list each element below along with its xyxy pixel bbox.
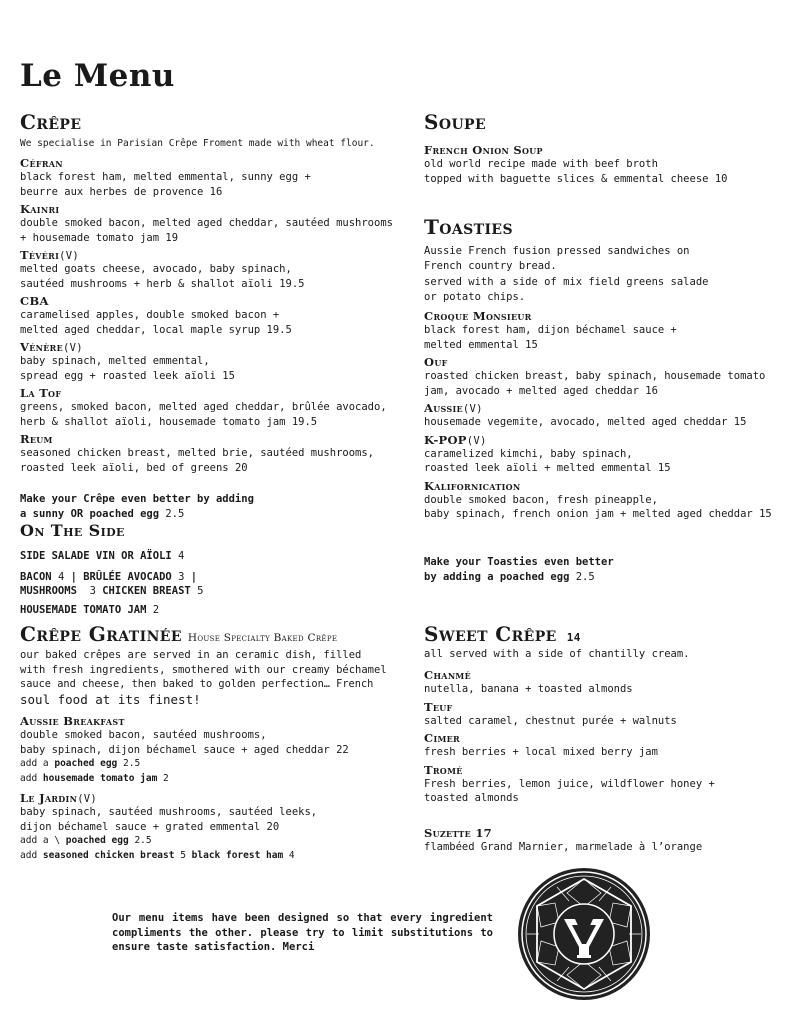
gratinee-intro-line: sauce and cheese, then baked to golden perfection… French (20, 678, 374, 690)
toasties-intro (424, 244, 708, 304)
crepe-item (20, 156, 412, 199)
crepe-item-title: Tévéri (20, 248, 60, 262)
crepe-item-desc: baby spinach, melted emmental, (20, 355, 210, 367)
toasties-addon-price: 2.5 (575, 570, 595, 583)
addon-price: 5 (180, 849, 186, 861)
sweet-list (424, 668, 794, 809)
crepe-item-desc-line (20, 308, 412, 323)
sweet-crepe-item-desc-line (424, 682, 794, 697)
gratinee-intro (20, 648, 387, 707)
crepe-item-name (20, 386, 412, 400)
toastie-item-desc-line (424, 369, 794, 384)
toastie-item-desc: roasted leek aïoli + melted emmental (424, 462, 652, 474)
soupe-desc-line: old world recipe made with beef broth (424, 158, 658, 170)
toastie-item-price: 15 (759, 508, 772, 520)
sweet-crepe-item-title: Tromé (424, 762, 463, 777)
toastie-item-name (424, 309, 794, 323)
crepe-item-desc-line (20, 262, 412, 277)
toastie-item-desc: melted emmental (424, 338, 519, 351)
crepe-item-desc-line (20, 170, 412, 185)
toasties-list (424, 309, 794, 525)
crepe-item-desc-line (20, 354, 412, 369)
crepe-item (20, 386, 412, 429)
addon-poached-egg: poached egg (65, 835, 129, 846)
toastie-item-name (424, 401, 794, 415)
crepe-item-desc-line (20, 231, 412, 246)
sweet-crepe-item-desc: Fresh berries, lemon juice, wildflower honey + (424, 777, 715, 790)
crepe-item-title: La Tof (20, 386, 62, 400)
aussie-breakfast-price: 22 (336, 743, 349, 756)
toastie-item (424, 433, 794, 476)
crepe-item-desc: spread egg + roasted leek aïoli (20, 369, 216, 382)
sweet-crepe-item (424, 700, 794, 729)
crepe-item-name (20, 202, 412, 216)
toastie-item-desc: housemade vegemite, avocado, melted aged cheddar (424, 416, 728, 428)
toastie-item-price: 16 (645, 384, 658, 397)
sweet-crepe-item-desc: fresh berries + local mixed berry jam (424, 746, 658, 758)
vegetarian-badge: (V) (59, 250, 80, 262)
toastie-item-desc: caramelized kimchi, baby spinach, (424, 447, 633, 460)
side-separator: | (190, 570, 198, 583)
toastie-item-name (424, 355, 794, 369)
soupe-heading: Soupe (424, 110, 487, 134)
restaurant-emblem-icon (517, 867, 651, 1001)
toastie-item-title: Ouf (424, 355, 448, 369)
crepe-item-desc: black forest ham, melted emmental, sunny egg + (20, 171, 311, 183)
addon-price: 2.5 (123, 758, 141, 769)
toastie-item-desc: baby spinach, french onion jam + melted aged cheddar (424, 508, 753, 520)
crepe-item-name (20, 156, 412, 170)
crepe-heading: Crêpe (20, 110, 82, 134)
crepe-intro: We specialise in Parisian Crêpe Froment made with wheat flour. (20, 138, 375, 149)
toastie-item-price: 15 (525, 338, 538, 351)
crepe-item-desc-line (20, 277, 412, 292)
soupe-item (424, 143, 727, 186)
crepe-addon-line1: Make your Crêpe even better by adding (20, 493, 254, 505)
sweet-crepe-item (424, 668, 794, 697)
sweet-crepe-item-name (424, 731, 794, 745)
crepe-item (20, 294, 412, 337)
crepe-item-desc: melted aged cheddar, local maple syrup (20, 323, 261, 336)
toasties-addon-line1: Make your Toasties even better (424, 556, 614, 568)
sweet-crepe-item-title: Teuf (424, 699, 453, 714)
sweet-crepe-item (424, 763, 794, 806)
sweet-crepe-item (424, 731, 794, 760)
crepe-item-desc: melted goats cheese, avocado, baby spinach, (20, 263, 292, 275)
addon-price: 4 (288, 849, 295, 861)
gratinee-title: Crêpe Gratinée (20, 622, 182, 646)
crepe-item-desc: seasoned chicken breast, melted brie, sautéed mushrooms, (20, 447, 375, 459)
crepe-item-price: 19.5 (266, 323, 292, 336)
sweet-crepe-item-desc: nutella, banana + toasted almonds (424, 683, 633, 695)
suzette (424, 826, 702, 855)
footer-note: Our menu items have been designed so that every ingredient compliments the other. please try to limit substitutions to ensure taste satisfaction. Merci (112, 912, 493, 953)
crepe-item-desc: roasted leek aïoli, bed of greens (20, 461, 229, 474)
gratinee-subtitle: House Specialty Baked Crêpe (187, 632, 338, 644)
crepe-item-price: 19.5 (291, 415, 318, 428)
crepe-item-desc-line (20, 415, 412, 430)
sweet-crepe-item-title: Cimer (424, 731, 460, 745)
crepe-item-name (20, 340, 412, 354)
sweet-heading (424, 622, 581, 646)
emblem-svg (517, 867, 651, 1001)
crepe-item-desc-line (20, 400, 412, 415)
toastie-item-desc: roasted chicken breast, baby spinach, housemade tomato (424, 370, 766, 382)
side-avocado-price: 3 (178, 570, 185, 583)
crepe-item-desc: double smoked bacon, melted aged cheddar, sautéed mushrooms (20, 217, 393, 229)
addon-poached-egg: poached egg (54, 758, 118, 769)
crepe-item-desc: sautéed mushrooms + herb & shallot aïoli (20, 277, 273, 290)
crepe-addon-line2: a sunny OR poached egg (20, 507, 160, 520)
aussie-breakfast-desc-line: baby spinach, dijon béchamel sauce + aged cheddar (20, 743, 330, 756)
sweet-crepe-item-desc-line (424, 777, 794, 792)
suzette-desc: flambéed Grand Marnier, marmelade à l’orange (424, 841, 703, 853)
toastie-item-desc-line (424, 384, 794, 399)
crepe-item-desc: greens, smoked bacon, melted aged cheddar, brûlée avocado, (20, 401, 387, 413)
sweet-crepe-item-name (424, 763, 794, 777)
crepe-item-desc-line (20, 185, 412, 200)
toastie-item-title: Aussie (424, 401, 463, 415)
crepe-item-desc: beurre aux herbes de provence (20, 185, 204, 198)
addon-prefix: add a (20, 758, 49, 769)
toastie-item-desc-line (424, 323, 794, 338)
toasties-intro-line: French country bread. (424, 259, 557, 272)
crepe-addon (20, 492, 254, 521)
side-mushrooms: MUSHROOMS (20, 585, 77, 597)
vegetarian-badge: (V) (62, 342, 83, 354)
addon-chicken-breast: seasoned chicken breast (42, 849, 175, 861)
crepe-item-title: Céfran (20, 156, 63, 170)
addon-prefix: add (20, 772, 38, 784)
crepe-item-name (20, 294, 412, 308)
gratinee-intro-tagline: soul food at its finest! (20, 691, 201, 707)
sweet-intro: all served with a side of chantilly cream. (424, 648, 690, 660)
le-jardin-name: Le Jardin (20, 791, 78, 805)
crepe-item (20, 340, 412, 383)
sweet-title: Sweet Crêpe (424, 622, 557, 646)
toastie-item-desc: jam, avocado + melted aged cheddar (424, 384, 639, 397)
side-bacon-price: 4 (57, 570, 65, 583)
vegetarian-badge: (V) (466, 434, 487, 447)
crepe-item-desc-line (20, 323, 412, 338)
aussie-breakfast-desc-line: double smoked bacon, sautéed mushrooms, (20, 729, 267, 741)
side-mushrooms-price: 3 (89, 585, 96, 597)
addon-prefix: add (20, 849, 38, 861)
toasties-intro-line: or potato chips. (424, 290, 526, 303)
le-jardin-desc-line: dijon béchamel sauce + grated emmental (20, 820, 261, 833)
toasties-addon-line2: by adding a poached egg (424, 570, 570, 583)
addon-price: 2.5 (134, 835, 152, 846)
toastie-item-title: K-POP (424, 432, 467, 447)
toastie-item (424, 355, 794, 398)
crepe-addon-price: 2.5 (165, 507, 185, 520)
crepe-item-desc-line (20, 461, 412, 476)
gratinee-heading (20, 622, 337, 646)
sweet-price: 14 (566, 631, 581, 644)
suzette-name: Suzette (424, 826, 472, 840)
page-title: Le Menu (20, 58, 175, 94)
toastie-item-desc-line (424, 447, 794, 462)
crepe-item-name (20, 432, 412, 446)
crepe-item-price: 15 (222, 369, 235, 382)
crepe-item-price: 19 (165, 231, 179, 244)
addon-tomato-jam: housemade tomato jam (42, 772, 158, 784)
crepe-item-desc-line (20, 216, 412, 231)
soupe-desc-line: topped with baguette slices & emmental cheese (424, 172, 709, 185)
soupe-price: 10 (714, 172, 728, 185)
sweet-crepe-item-name (424, 700, 794, 714)
toastie-item-desc: black forest ham, dijon béchamel sauce + (424, 324, 677, 336)
crepe-item-title: CBA (20, 294, 49, 308)
toastie-item-desc-line (424, 415, 794, 430)
sweet-crepe-item-desc: toasted almonds (424, 792, 519, 804)
toasties-heading: Toasties (424, 215, 513, 239)
toasties-intro-line: Aussie French fusion pressed sandwiches on (424, 245, 690, 257)
toastie-item-title: Kalifornication (424, 478, 521, 493)
gratinee-intro-line: with fresh ingredients, smothered with our creamy béchamel (20, 663, 387, 676)
side-avocado: | BRÛLÉE AVOCADO (70, 570, 172, 583)
side-salade: SIDE SALADE VIN OR AÏOLI (20, 550, 172, 562)
crepe-item-desc-line (20, 369, 412, 384)
side-salade-price: 4 (178, 550, 185, 562)
toastie-item-desc-line (424, 493, 794, 508)
side-chicken-price: 5 (197, 585, 204, 597)
gratinee-intro-line: our baked crêpes are served in an ceramic dish, filled (20, 649, 362, 661)
le-jardin-desc-line: baby spinach, sautéed mushrooms, sautéed leeks, (20, 806, 318, 818)
toastie-item (424, 309, 794, 352)
side-chicken: CHICKEN BREAST (102, 585, 191, 597)
crepe-item (20, 202, 412, 245)
addon-prefix: add a \ (20, 835, 61, 846)
vegetarian-badge: (V) (77, 793, 98, 805)
side-bacon: BACON (20, 570, 52, 583)
toastie-item-title: Croque Monsieur (424, 309, 532, 323)
sweet-crepe-item-desc: salted caramel, chestnut purée + walnuts (424, 714, 677, 727)
crepe-item (20, 432, 412, 475)
toastie-item-desc-line (424, 461, 794, 476)
crepe-item-desc: caramelised apples, double smoked bacon + (20, 309, 280, 321)
crepe-item-title: Kainri (20, 202, 60, 216)
toastie-item-desc-line (424, 338, 794, 353)
toastie-item-price: 15 (733, 416, 747, 428)
toasties-intro-line: served with a side of mix field greens salade (424, 276, 709, 288)
addon-price: 2 (163, 772, 169, 784)
crepe-item-title: Vénère (20, 340, 63, 354)
side-list (20, 549, 203, 617)
toastie-item (424, 479, 794, 522)
soupe-name: French Onion Soup (424, 143, 543, 157)
aussie-breakfast-name: Aussie Breakfast (20, 714, 125, 728)
aussie-breakfast (20, 714, 349, 786)
sweet-crepe-item-desc-line (424, 714, 794, 729)
sweet-crepe-item-title: Chanmé (424, 668, 471, 682)
sweet-crepe-item-desc-line (424, 745, 794, 760)
vegetarian-badge: (V) (462, 403, 483, 415)
crepe-item-desc-line (20, 446, 412, 461)
crepe-item-name (20, 248, 412, 262)
suzette-price: 17 (475, 826, 492, 840)
toastie-item-name (424, 479, 794, 493)
crepe-item-price: 20 (234, 461, 248, 474)
sweet-crepe-item-name (424, 668, 794, 682)
toastie-item-name (424, 433, 794, 447)
crepe-item-price: 16 (209, 185, 223, 198)
le-jardin (20, 791, 317, 863)
crepe-item-title: Reum (20, 432, 53, 446)
side-tomato-jam: HOUSEMADE TOMATO JAM (20, 603, 147, 616)
crepe-item-desc: herb & shallot aïoli, housemade tomato jam (20, 415, 286, 428)
toastie-item-desc-line (424, 507, 794, 522)
toastie-item (424, 401, 794, 430)
addon-black-forest-ham: black forest ham (191, 849, 284, 861)
le-jardin-price: 20 (266, 820, 280, 833)
side-tomato-jam-price: 2 (152, 603, 160, 616)
crepe-list (20, 156, 412, 478)
crepe-item-desc: + housemade tomato jam (20, 231, 160, 244)
sweet-crepe-item-desc-line (424, 791, 794, 806)
side-heading: On The Side (20, 521, 125, 540)
crepe-item (20, 248, 412, 291)
toasties-addon (424, 555, 614, 584)
toastie-item-price: 15 (657, 462, 671, 474)
crepe-item-price: 19.5 (279, 277, 305, 290)
toastie-item-desc: double smoked bacon, fresh pineapple, (424, 493, 658, 506)
